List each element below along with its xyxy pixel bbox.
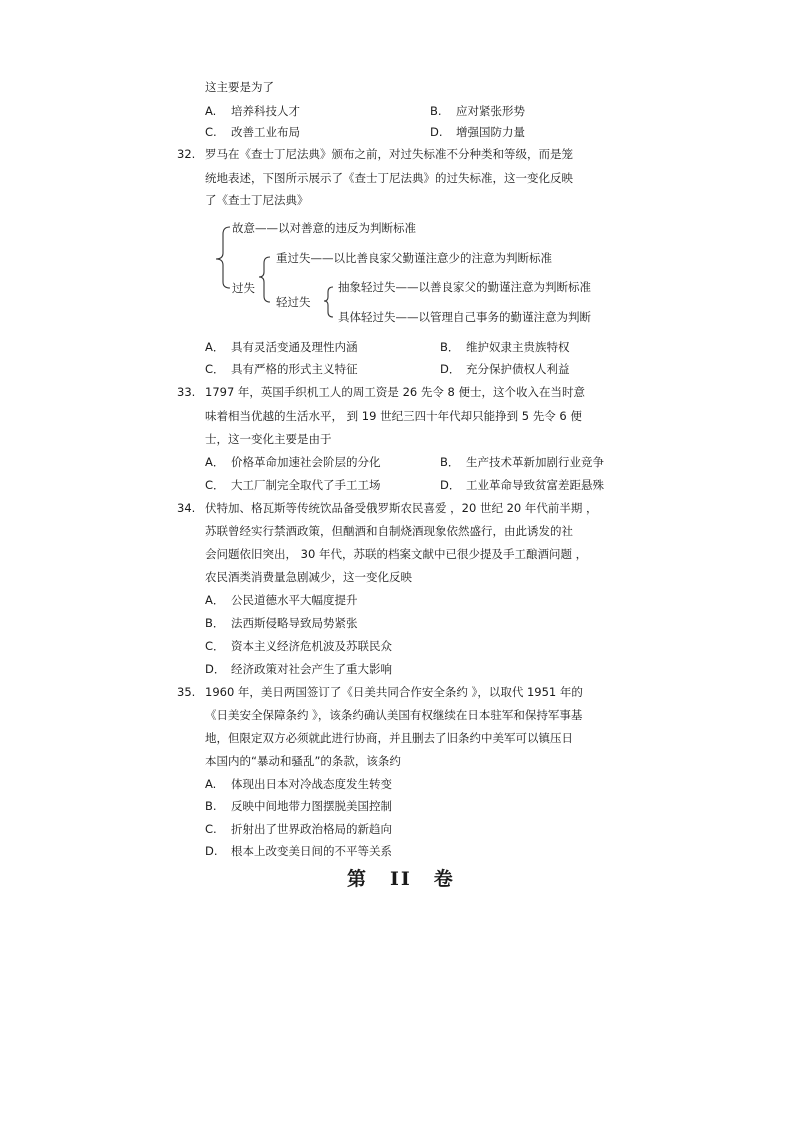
option-letter: C． [205, 362, 225, 376]
option-text: 增强国防力量 [456, 125, 525, 139]
option-letter: A． [205, 340, 225, 354]
option-text: 生产技术革新加剧行业竞争 [466, 455, 604, 469]
option-letter: D． [440, 362, 461, 376]
q33-option-c [205, 478, 381, 492]
q32-option-d [440, 362, 570, 376]
option-text: 价格革命加速社会阶层的分化 [231, 455, 381, 469]
option-text: 培养科技人才 [231, 104, 300, 118]
q33-stem-line-1: 1797 年，英国手织机工人的周工资是 26 先令 8 便士，这个收入在当时意 [205, 385, 585, 399]
option-letter: D. [430, 125, 443, 139]
option-letter: C． [205, 478, 225, 492]
q33-stem-line-2: 味着相当优越的生活水平， 到 19 世纪三四十年代却只能挣到 5 先令 6 便 [205, 409, 582, 423]
q35-stem-line-4: 本国内的“暴动和骚乱”的条款，该条约 [205, 754, 401, 768]
q33-option-d [440, 478, 604, 492]
q34-stem-line-2: 苏联曾经实行禁酒政策，但酗酒和自制烧酒现象依然盛行，由此诱发的社 [205, 524, 573, 538]
option-letter: D． [440, 478, 461, 492]
option-text: 根本上改变美日间的不平等关系 [231, 844, 392, 858]
section-title-part: II [390, 868, 412, 890]
q34-stem-line-3: 会问题依旧突出， 30 年代，苏联的档案文献中已很少提及手工酿酒问题 ， [205, 547, 588, 561]
option-text: 维护奴隶主贵族特权 [466, 340, 570, 354]
q33-option-a [205, 455, 381, 469]
q32-stem-line-1: 罗马在《查士丁尼法典》颁布之前，对过失标准不分种类和等级，而是笼 [205, 147, 573, 161]
q32-option-a [205, 340, 358, 354]
option-letter: A． [205, 455, 225, 469]
diagram-gross-negligence: 重过失——以比善良家父勤谨注意少的注意为判断标准 [276, 251, 552, 265]
option-text: 经济政策对社会产生了重大影响 [231, 662, 392, 676]
option-text: 具有严格的形式主义特征 [231, 362, 358, 376]
option-letter: B． [205, 616, 225, 630]
option-letter: B． [440, 340, 460, 354]
option-text: 体现出日本对冷战态度发生转变 [231, 777, 392, 791]
q35-number: 35. [177, 685, 196, 699]
option-letter: C． [205, 639, 225, 653]
option-letter: B. [430, 104, 442, 118]
diagram-intent: 故意——以对善意的违反为判断标准 [232, 221, 416, 235]
diagram-abstract-slight: 抽象轻过失——以善良家父的勤谨注意为判断标准 [338, 280, 591, 294]
q35-option-c [205, 822, 392, 836]
q31-tail-line: 这主要是为了 [205, 80, 274, 94]
option-text: 公民道德水平大幅度提升 [231, 593, 358, 607]
q34-option-b [205, 616, 358, 630]
q33-number: 33. [177, 385, 196, 399]
section-title [347, 864, 477, 891]
q34-option-c [205, 639, 392, 653]
option-letter: C. [205, 822, 217, 836]
q35-option-a [205, 777, 392, 791]
q34-option-d [205, 662, 392, 676]
option-letter: A. [205, 104, 217, 118]
q35-stem-line-1: 1960 年，美日两国签订了《日美共同合作安全条约 》，以取代 1951 年的 [205, 685, 583, 699]
q33-stem-line-3: 士，这一变化主要是由于 [205, 432, 332, 446]
diagram-slight-negligence: 轻过失 [276, 295, 311, 309]
q32-stem-line-3: 了《查士丁尼法典》 [205, 193, 309, 207]
section-title-part: 卷 [433, 868, 455, 890]
option-text: 法西斯侵略导致局势紧张 [231, 616, 358, 630]
option-letter: B． [440, 455, 460, 469]
q34-stem-line-4: 农民酒类消费量急剧减少，这一变化反映 [205, 570, 412, 584]
option-letter: A． [205, 593, 225, 607]
q33-option-b [440, 455, 604, 469]
option-text: 大工厂制完全取代了手工工场 [231, 478, 381, 492]
q34-stem-line-1: 伏特加、格瓦斯等传统饮品备受俄罗斯农民喜爱 ，20 世纪 20 年代前半期 ， [205, 501, 598, 515]
option-text: 反映中间地带力图摆脱美国控制 [231, 799, 392, 813]
option-text: 改善工业布局 [231, 125, 300, 139]
q32-stem-line-2: 统地表述，下图所示展示了《查士丁尼法典》的过失标准，这一变化反映 [205, 171, 573, 185]
q32-option-b [440, 340, 570, 354]
diagram-concrete-slight: 具体轻过失——以管理自己事务的勤谨注意为判断 [338, 310, 591, 324]
section-title-part: 第 [347, 868, 369, 890]
q35-stem-line-3: 地，但限定双方必须就此进行协商，并且删去了旧条约中美军可以镇压日 [205, 731, 573, 745]
option-letter: D． [205, 662, 226, 676]
option-letter: B. [205, 799, 217, 813]
option-text: 折射出了世界政治格局的新趋向 [231, 822, 392, 836]
option-letter: C. [205, 125, 217, 139]
option-text: 充分保护债权人利益 [466, 362, 570, 376]
q32-number: 32. [177, 147, 196, 161]
q35-option-b [205, 799, 392, 813]
q34-option-a [205, 593, 358, 607]
option-text: 应对紧张形势 [456, 104, 525, 118]
q32-option-c [205, 362, 358, 376]
option-letter: D. [205, 844, 218, 858]
q34-number: 34. [177, 501, 196, 515]
option-letter: A. [205, 777, 217, 791]
option-text: 资本主义经济危机波及苏联民众 [231, 639, 392, 653]
diagram-negligence: 过失 [232, 281, 255, 295]
q35-option-d [205, 844, 392, 858]
q35-stem-line-2: 《日美安全保障条约 》，该条约确认美国有权继续在日本驻军和保持军事基 [205, 708, 583, 722]
option-text: 工业革命导致贫富差距悬殊 [466, 478, 604, 492]
option-text: 具有灵活变通及理性内涵 [231, 340, 358, 354]
